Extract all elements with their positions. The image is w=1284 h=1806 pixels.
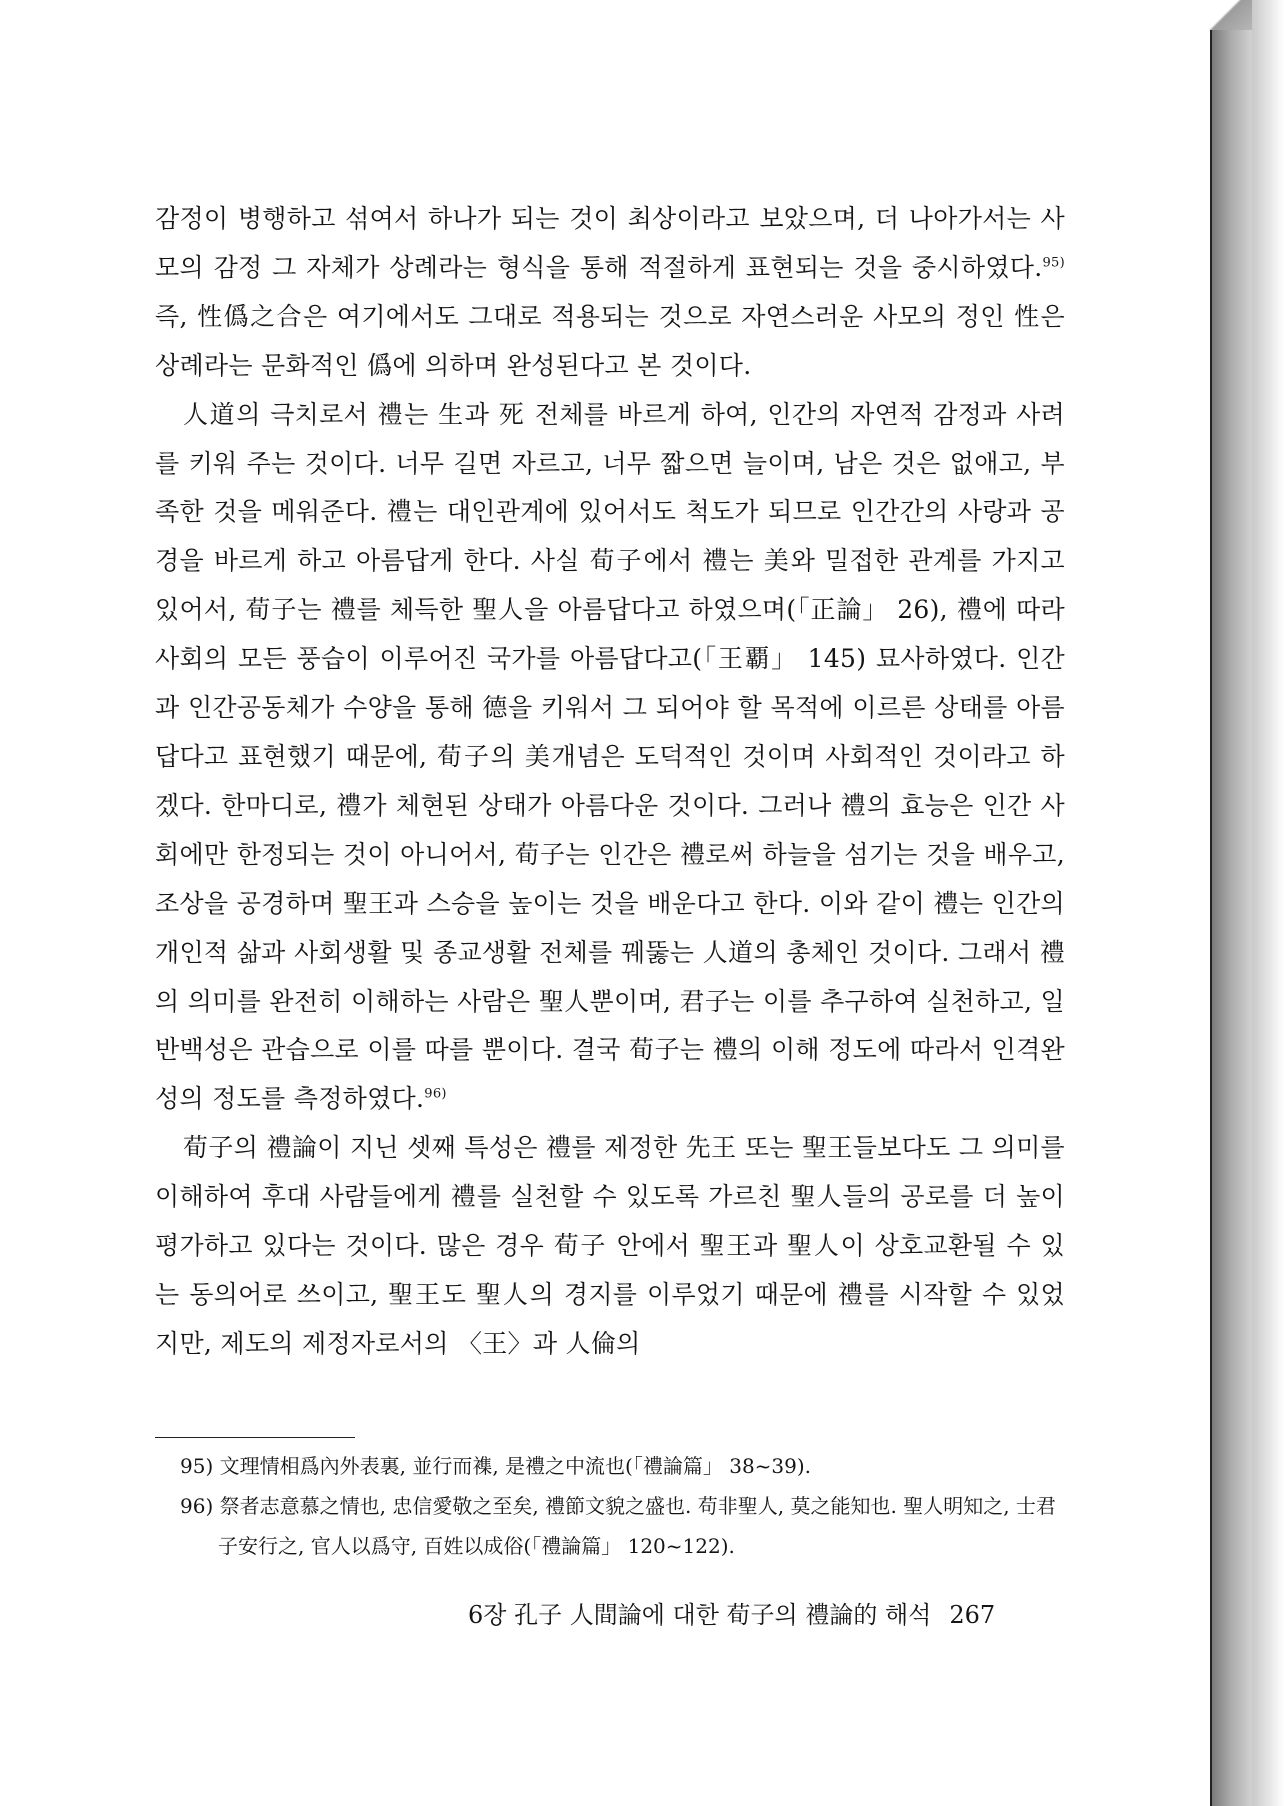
paragraph-3 bbox=[155, 1124, 1065, 1369]
main-text bbox=[155, 195, 1065, 1369]
paragraph-2-text: 人道의 극치로서 禮는 生과 死 전체를 바르게 하여, 인간의 자연적 감정과 사려를 키워 주는 것이다. 너무 길면 자르고, 너무 짧으면 늘이며, 남은 것은 없애고, 부족한 것을 메워준다. 禮는 대인관계에 있어서도 척도가 되므로 인간간의 사랑과 공경을 바르게 하고 아름답게 한다. 사실 荀子에서 禮는 美와 밀접한 관계를 가지고 있어서, 荀子는 禮를 체득한 聖人을 아름답다고 하였으며(「正論」 26), 禮에 따라 사회의 모든 풍습이 이루어진 국가를 아름답다고(「王覇」 145) 묘사하였다. 인간과 인간공동체가 수양을 통해 德을 키워서 그 되어야 할 목적에 이르른 상태를 아름답다고 표현했기 때문에, 荀子의 美개념은 도덕적인 것이며 사회적인 것이라고 하겠다. 한마디로, 禮가 체현된 상태가 아름다운 것이다. 그러나 禮의 효능은 인간 사회에만 한정되는 것이 아니어서, 荀子는 인간은 禮로써 하늘을 섬기는 것을 배우고, 조상을 공경하며 聖王과 스승을 높이는 것을 배운다고 한다. 이와 같이 禮는 인간의 개인적 삶과 사회생활 및 종교생활 전체를 꿰뚫는 人道의 총체인 것이다. 그래서 禮의 의미를 완전히 이해하는 사람은 聖人뿐이며, 君子는 이를 추구하여 실천하고, 일반백성은 관습으로 이를 따를 뿐이다. 결국 荀子는 禮의 이해 정도에 따라서 인격완성의 정도를 측정하였다. bbox=[155, 399, 1065, 1114]
footnote-number: 95) bbox=[180, 1454, 214, 1478]
page-corner-fold bbox=[1195, 0, 1255, 30]
footnote-95 bbox=[180, 1446, 1070, 1486]
page-edge-curl bbox=[1212, 0, 1252, 1806]
footnote-96 bbox=[180, 1486, 1070, 1566]
footnote-divider bbox=[155, 1437, 355, 1438]
footnotes bbox=[180, 1446, 1070, 1566]
footnote-ref-95[interactable]: 95) bbox=[1042, 255, 1065, 271]
paragraph-1-text: 감정이 병행하고 섞여서 하나가 되는 것이 최상이라고 보았으며, 더 나아가서는 사모의 감정 그 자체가 상례라는 형식을 통해 적절하게 표현되는 것을 중시하였다. bbox=[155, 204, 1065, 282]
footnote-number: 96) bbox=[180, 1494, 214, 1518]
page-number: 267 bbox=[949, 1601, 996, 1629]
footnote-text: 祭者志意慕之情也, 忠信愛敬之至矣, 禮節文貌之盛也. 苟非聖人, 莫之能知也. 聖人明知之, 士君子安行之, 官人以爲守, 百姓以成俗(「禮論篇」 120~122). bbox=[218, 1494, 1056, 1558]
running-footer bbox=[468, 1595, 1068, 1630]
running-title: 6장 孔子 人間論에 대한 荀子의 禮論的 해석 bbox=[468, 1601, 932, 1629]
paragraph-3-text: 荀子의 禮論이 지닌 셋째 특성은 禮를 제정한 先王 또는 聖王들보다도 그 의미를 이해하여 후대 사람들에게 禮를 실천할 수 있도록 가르친 聖人들의 공로를 더 높이 평가하고 있다는 것이다. 많은 경우 荀子 안에서 聖王과 聖人이 상호교환될 수 있는 동의어로 쓰이고, 聖王도 聖人의 경지를 이루었기 때문에 禮를 시작할 수 있었지만, 제도의 제정자로서의 〈王〉과 人倫의 bbox=[155, 1133, 1065, 1358]
paragraph-2 bbox=[155, 391, 1065, 1125]
paragraph-1-text-cont: 즉, 性僞之合은 여기에서도 그대로 적용되는 것으로 자연스러운 사모의 정인 性은 상례라는 문화적인 僞에 의하며 완성된다고 본 것이다. bbox=[155, 301, 1065, 380]
footnote-ref-96[interactable]: 96) bbox=[424, 1086, 447, 1102]
paragraph-1 bbox=[155, 195, 1065, 391]
page-shadow bbox=[1252, 0, 1284, 1806]
footnote-text: 文理情相爲內外表裏, 並行而襍, 是禮之中流也(「禮論篇」 38~39). bbox=[219, 1454, 812, 1478]
